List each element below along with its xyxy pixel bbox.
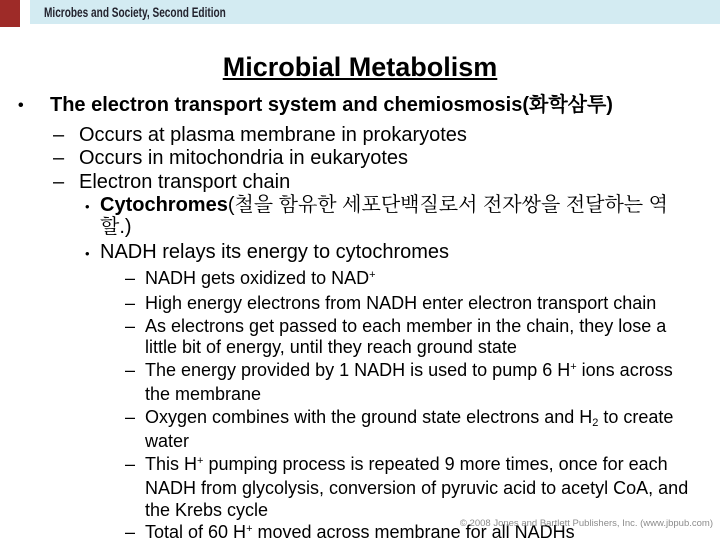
bullet-dash-marker: –: [53, 170, 65, 193]
bullet-item-level-4: [0, 293, 695, 315]
bullet-item-level-4: [0, 454, 695, 522]
bullet-item-level-2: [0, 148, 695, 170]
bullet-dash-marker: –: [125, 359, 136, 380]
bullet-dash-marker: –: [125, 267, 136, 288]
footer-copyright: © 2008 Jones and Bartlett Publishers, Inc. (www.jbpub.com): [459, 518, 713, 529]
bullet-item-level-4: [0, 360, 695, 406]
page-title-text: Microbial Metabolism: [222, 52, 498, 82]
bullet-item-level-4: [0, 407, 695, 453]
bullet-dot-marker: •: [18, 97, 24, 114]
page-title: [0, 52, 720, 82]
bullet-text: Cytochromes(철을 함유한 세포단백질로서 전자쌍을 전달하는 역할.): [100, 194, 668, 238]
bullet-text: Total of 60 H+ moved across membrane for all NADHs: [145, 522, 575, 542]
bullet-text: NADH gets oxidized to NAD+: [145, 267, 376, 288]
bullet-text: Oxygen combines with the ground state electrons and $H_2$ to create water: [145, 406, 674, 451]
bullet-item-level-2: [0, 172, 695, 194]
book-title-bar: [30, 0, 720, 24]
bullet-text: High energy electrons from NADH enter electron transport chain: [145, 293, 657, 313]
bullet-dot-marker: •: [85, 199, 90, 214]
bullet-text: As electrons get passed to each member in the chain, they lose a little bit of energy, until they reach ground state: [145, 315, 667, 357]
bullet-text: NADH relays its energy to cytochromes: [100, 241, 450, 263]
bullet-dash-marker: –: [125, 522, 136, 542]
bullet-text: Occurs in mitochondria in eukaryotes: [79, 147, 409, 169]
bullet-dash-marker: –: [53, 147, 65, 169]
bullet-item-level-4: [0, 316, 695, 359]
bullet-dash-marker: –: [125, 293, 136, 313]
red-accent-square: [0, 0, 20, 27]
bullet-text: This H+ pumping process is repeated 9 more times, once for each NADH from glycolysis, conversion of pyruvic acid to acetyl CoA, and the Krebs cycle: [145, 453, 689, 520]
bullet-text: The electron transport system and chemiosmosis(화학삼투): [50, 94, 613, 116]
bullet-dash-marker: –: [125, 453, 136, 474]
bullet-item-level-3: [0, 195, 695, 238]
bullet-dash-marker: –: [53, 123, 65, 146]
bullet-item-level-2: [0, 125, 695, 147]
bullet-dot-marker: •: [85, 246, 90, 261]
book-title: Microbes and Society, Second Edition: [44, 4, 226, 20]
bullet-item-level-4: [0, 268, 695, 293]
bullet-dash-marker: –: [125, 315, 136, 336]
bullet-text: Electron transport chain: [79, 170, 291, 193]
header-bar: [0, 0, 720, 28]
bullet-item-level-3: [0, 242, 695, 264]
bullet-dash-marker: –: [125, 406, 136, 427]
bullet-text: Occurs at plasma membrane in prokaryotes: [79, 123, 467, 146]
bullet-text: The energy provided by 1 NADH is used to pump 6 H+ ions across the membrane: [145, 359, 673, 404]
bullet-list: [0, 95, 720, 547]
bullet-item-level-1: [0, 95, 695, 117]
